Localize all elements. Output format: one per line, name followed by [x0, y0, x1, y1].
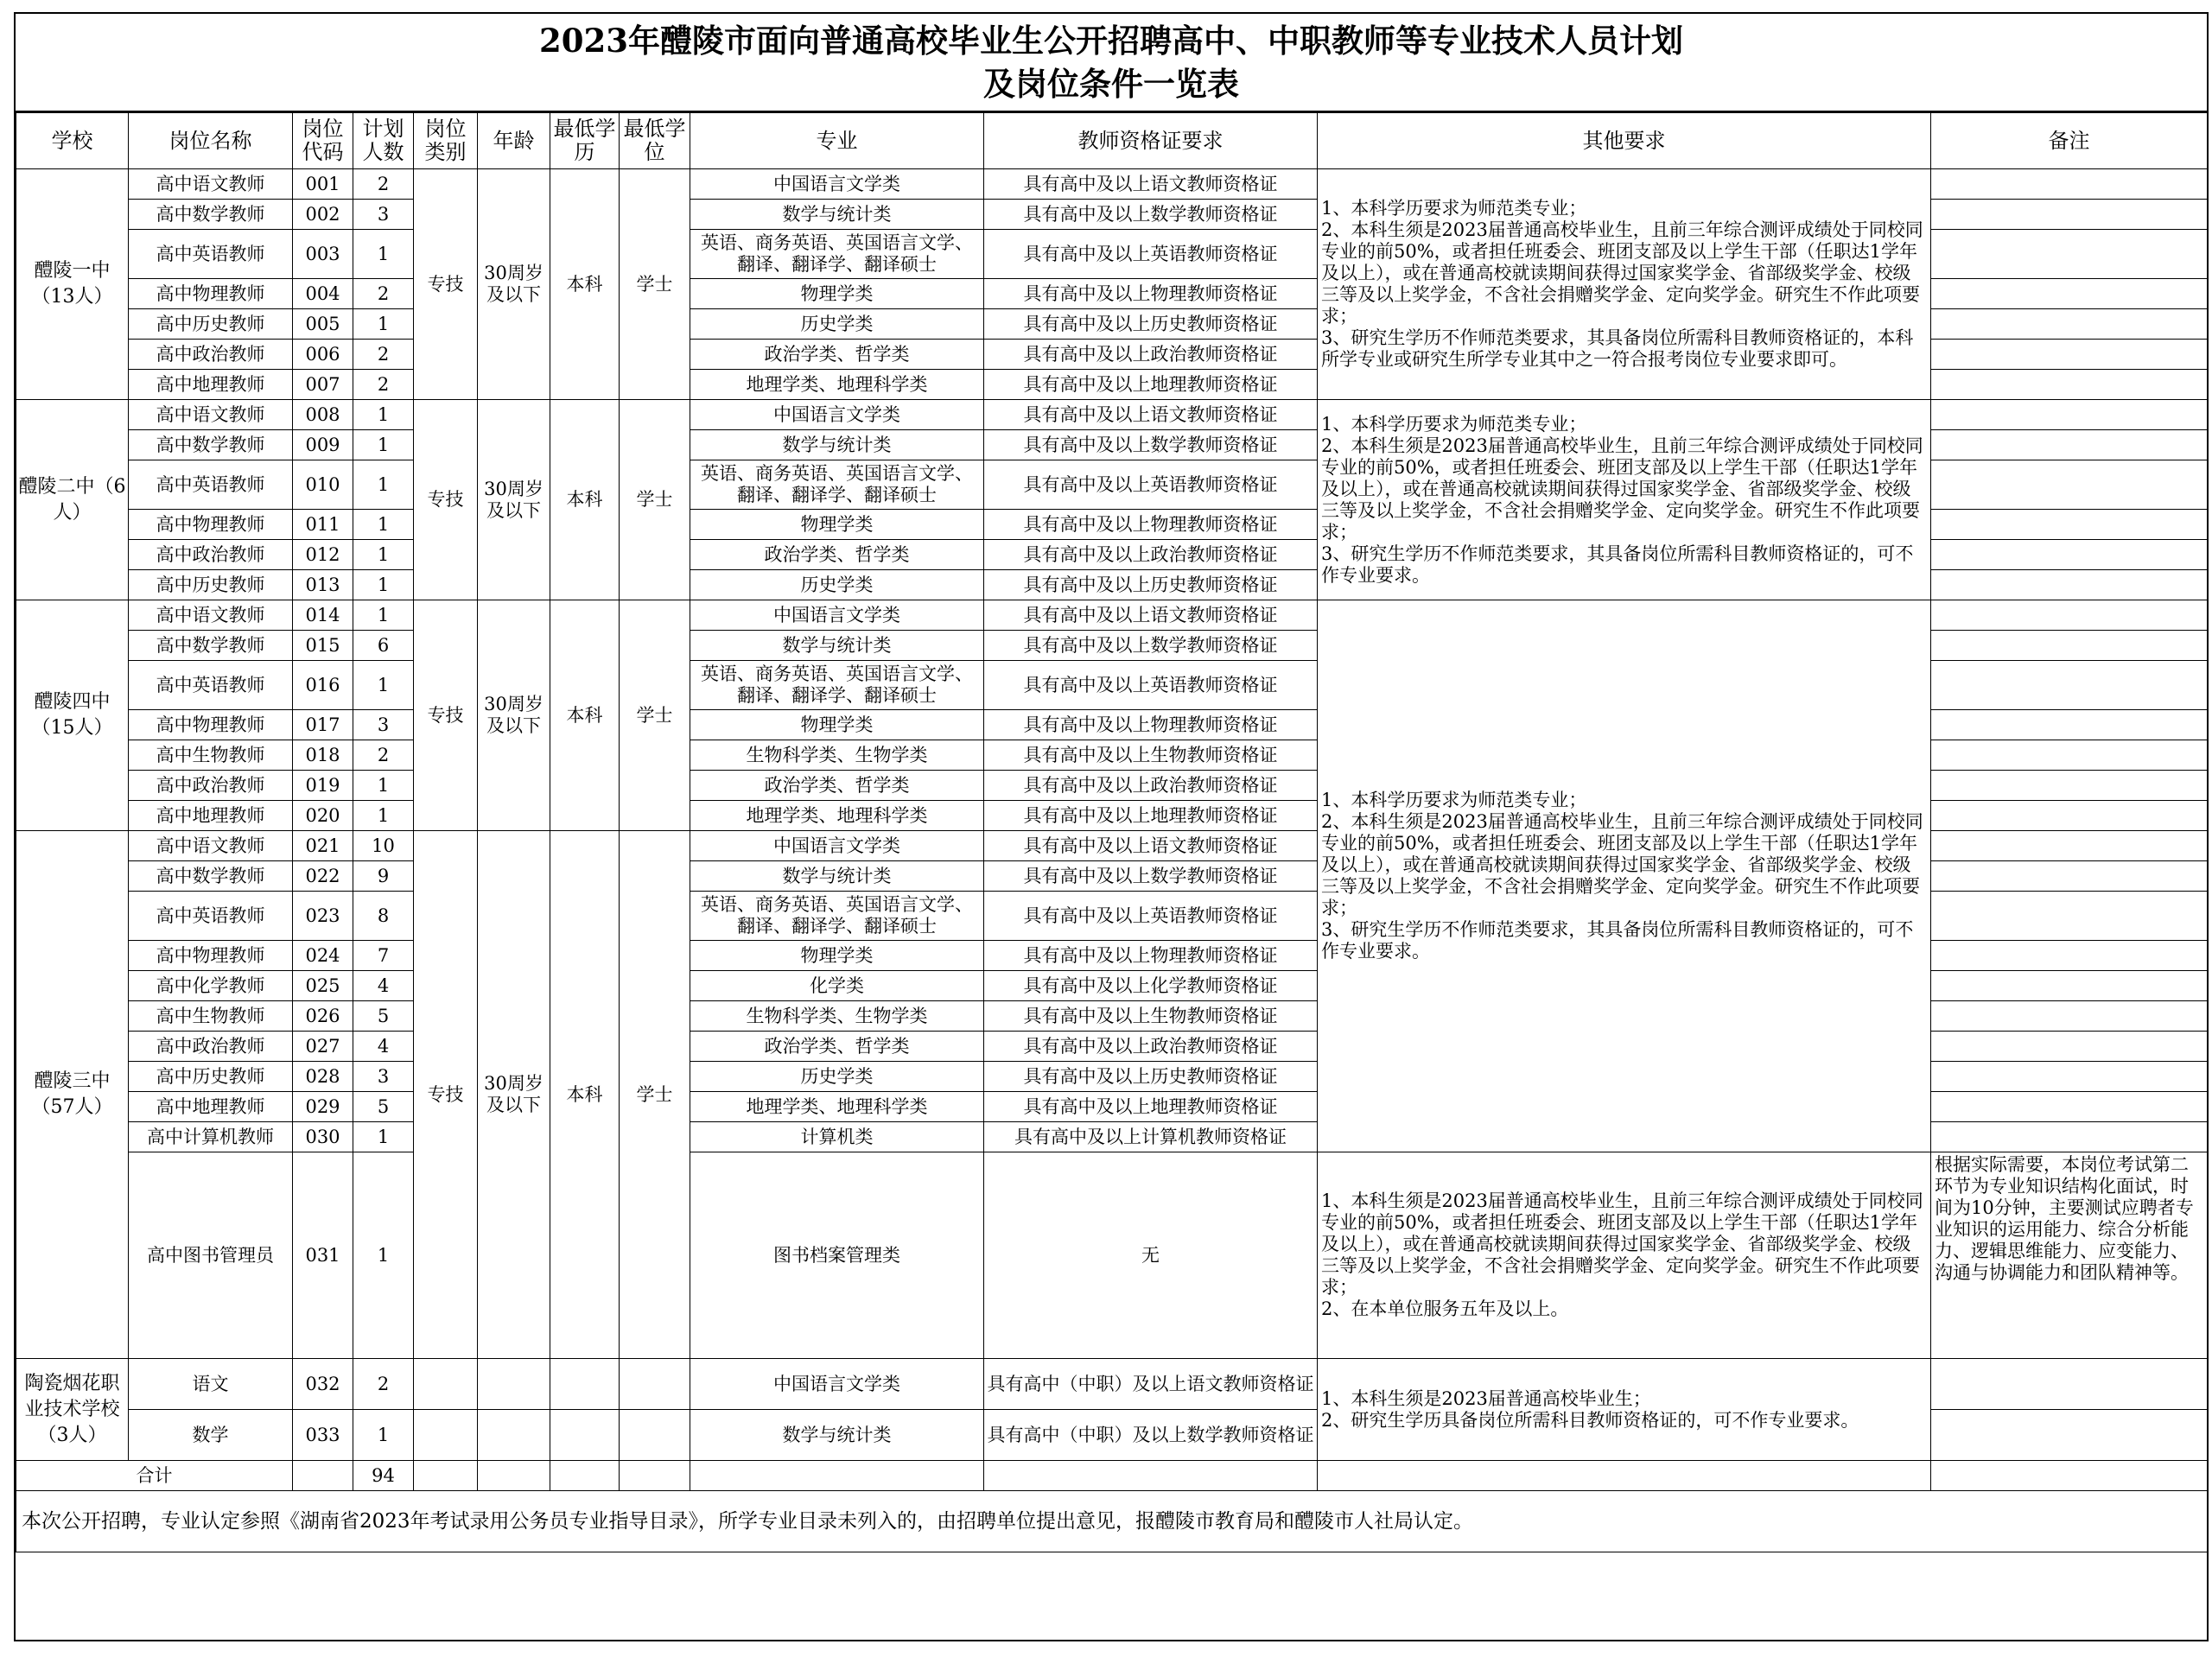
remark-cell — [1931, 570, 2208, 600]
plan-count-cell: 1 — [353, 570, 414, 600]
plan-count-cell: 2 — [353, 340, 414, 370]
post-code-cell: 025 — [293, 971, 353, 1001]
cert-cell: 具有高中及以上政治教师资格证 — [984, 540, 1318, 570]
title-line-1: 2023年醴陵市面向普通高校毕业生公开招聘高中、中职教师等专业技术人员计划 — [539, 22, 1683, 60]
post-name-cell: 高中地理教师 — [129, 370, 293, 400]
remark-cell — [1931, 1092, 2208, 1122]
age-cell: 30周岁及以下 — [478, 400, 550, 600]
plan-count-cell: 5 — [353, 1092, 414, 1122]
post-code-cell: 012 — [293, 540, 353, 570]
other-requirements-cell: 1、本科学历要求为师范类专业； 2、本科生须是2023届普通高校毕业生，且前三年综合测评成绩处于同校同专业的前50%，或者担任班委会、班团支部及以上学生干部（任职达1学年及以上），或在普通高校就读期间获得过国家奖学金、省部级奖学金、校级三等及以上奖学金，不含社会捐赠奖学金、定向奖学金。研究生不作此项要求； 3、研究生学历不作师范类要求，其具备岗位所需科目教师资格证的，可不作专业要求。 — [1318, 600, 1931, 1152]
major-cell: 英语、商务英语、英国语言文学、翻译、翻译学、翻译硕士 — [690, 230, 984, 279]
plan-count-cell: 3 — [353, 710, 414, 740]
plan-count-cell: 10 — [353, 831, 414, 861]
post-code-cell: 028 — [293, 1062, 353, 1092]
header-plan-count: 计划人数 — [353, 113, 414, 169]
post-type-cell: 专技 — [414, 831, 478, 1359]
cert-cell: 具有高中（中职）及以上语文教师资格证 — [984, 1359, 1318, 1410]
cert-cell: 具有高中及以上化学教师资格证 — [984, 971, 1318, 1001]
post-code-cell: 006 — [293, 340, 353, 370]
post-type-cell: 专技 — [414, 600, 478, 831]
remark-cell — [1931, 600, 2208, 631]
plan-count-cell: 7 — [353, 941, 414, 971]
positions-table — [16, 112, 2208, 1552]
major-cell: 数学与统计类 — [690, 631, 984, 661]
cert-cell: 具有高中（中职）及以上数学教师资格证 — [984, 1410, 1318, 1461]
header-major: 专业 — [690, 113, 984, 169]
min-degree-cell — [620, 1410, 690, 1461]
cert-cell: 具有高中及以上语文教师资格证 — [984, 831, 1318, 861]
age-cell: 30周岁及以下 — [478, 831, 550, 1359]
header-school: 学校 — [16, 113, 129, 169]
post-code-cell: 007 — [293, 370, 353, 400]
post-name-cell: 高中语文教师 — [129, 400, 293, 430]
post-code-cell: 004 — [293, 279, 353, 309]
plan-count-cell: 9 — [353, 861, 414, 892]
total-empty-cell — [620, 1461, 690, 1491]
table-row — [16, 1359, 2208, 1410]
post-name-cell: 高中英语教师 — [129, 460, 293, 510]
min-degree-cell: 学士 — [620, 169, 690, 400]
post-type-cell — [414, 1359, 478, 1410]
min-edu-cell — [550, 1359, 620, 1410]
post-code-cell: 024 — [293, 941, 353, 971]
post-code-cell: 015 — [293, 631, 353, 661]
plan-count-cell: 2 — [353, 1359, 414, 1410]
header-post-code: 岗位代码 — [293, 113, 353, 169]
post-code-cell: 021 — [293, 831, 353, 861]
post-code-cell: 031 — [293, 1152, 353, 1359]
cert-cell: 具有高中及以上地理教师资格证 — [984, 370, 1318, 400]
min-edu-cell: 本科 — [550, 169, 620, 400]
major-cell: 英语、商务英语、英国语言文学、翻译、翻译学、翻译硕士 — [690, 892, 984, 941]
major-cell: 地理学类、地理科学类 — [690, 1092, 984, 1122]
major-cell: 英语、商务英语、英国语言文学、翻译、翻译学、翻译硕士 — [690, 460, 984, 510]
major-cell: 数学与统计类 — [690, 861, 984, 892]
plan-count-cell: 1 — [353, 460, 414, 510]
plan-count-cell: 1 — [353, 230, 414, 279]
post-code-cell: 027 — [293, 1032, 353, 1062]
plan-count-cell: 1 — [353, 510, 414, 540]
school-cell: 醴陵三中（57人） — [16, 831, 129, 1359]
table-row — [16, 1152, 2208, 1359]
other-requirements-cell: 1、本科生须是2023届普通高校毕业生，且前三年综合测评成绩处于同校同专业的前50%，或者担任班委会、班团支部及以上学生干部（任职达1学年及以上），或在普通高校就读期间获得过国家奖学金、省部级奖学金、校级三等及以上奖学金，不含社会捐赠奖学金、定向奖学金。研究生不作此项要求； 2、在本单位服务五年及以上。 — [1318, 1152, 1931, 1359]
total-empty-cell — [690, 1461, 984, 1491]
post-code-cell: 020 — [293, 801, 353, 831]
header-min-degree: 最低学位 — [620, 113, 690, 169]
post-name-cell: 高中地理教师 — [129, 801, 293, 831]
post-code-cell: 016 — [293, 661, 353, 710]
major-cell: 数学与统计类 — [690, 1410, 984, 1461]
major-cell: 生物科学类、生物学类 — [690, 1001, 984, 1032]
school-cell: 醴陵二中（6人） — [16, 400, 129, 600]
post-name-cell: 高中政治教师 — [129, 771, 293, 801]
plan-count-cell: 3 — [353, 1062, 414, 1092]
school-cell: 醴陵四中（15人） — [16, 600, 129, 831]
post-name-cell: 高中化学教师 — [129, 971, 293, 1001]
remark-cell — [1931, 400, 2208, 430]
plan-count-cell: 2 — [353, 740, 414, 771]
remark-cell — [1931, 771, 2208, 801]
age-cell — [478, 1410, 550, 1461]
plan-count-cell: 1 — [353, 661, 414, 710]
cert-cell: 具有高中及以上政治教师资格证 — [984, 1032, 1318, 1062]
major-cell: 数学与统计类 — [690, 430, 984, 460]
cert-cell: 具有高中及以上语文教师资格证 — [984, 600, 1318, 631]
post-code-cell: 005 — [293, 309, 353, 340]
cert-cell: 具有高中及以上历史教师资格证 — [984, 570, 1318, 600]
remark-cell — [1931, 661, 2208, 710]
post-name-cell: 语文 — [129, 1359, 293, 1410]
remark-cell — [1931, 340, 2208, 370]
plan-count-cell: 4 — [353, 1032, 414, 1062]
recruitment-sheet — [14, 12, 2209, 1641]
table-row — [16, 169, 2208, 200]
post-name-cell: 数学 — [129, 1410, 293, 1461]
post-name-cell: 高中数学教师 — [129, 430, 293, 460]
post-name-cell: 高中语文教师 — [129, 831, 293, 861]
post-name-cell: 高中英语教师 — [129, 230, 293, 279]
remark-cell — [1931, 1122, 2208, 1152]
table-row — [16, 600, 2208, 631]
remark-cell — [1931, 631, 2208, 661]
header-other: 其他要求 — [1318, 113, 1931, 169]
remark-cell — [1931, 309, 2208, 340]
cert-cell: 具有高中及以上数学教师资格证 — [984, 631, 1318, 661]
total-row — [16, 1461, 2208, 1491]
post-code-cell: 011 — [293, 510, 353, 540]
remark-cell — [1931, 1032, 2208, 1062]
cert-cell: 具有高中及以上地理教师资格证 — [984, 801, 1318, 831]
post-code-cell: 029 — [293, 1092, 353, 1122]
remark-cell — [1931, 892, 2208, 941]
header-cert: 教师资格证要求 — [984, 113, 1318, 169]
cert-cell: 具有高中及以上历史教师资格证 — [984, 1062, 1318, 1092]
plan-count-cell: 2 — [353, 370, 414, 400]
post-code-cell: 033 — [293, 1410, 353, 1461]
post-name-cell: 高中英语教师 — [129, 661, 293, 710]
remark-cell — [1931, 710, 2208, 740]
post-code-cell: 001 — [293, 169, 353, 200]
major-cell: 数学与统计类 — [690, 200, 984, 230]
remark-cell — [1931, 801, 2208, 831]
post-code-cell: 014 — [293, 600, 353, 631]
post-name-cell: 高中生物教师 — [129, 1001, 293, 1032]
plan-count-cell: 1 — [353, 771, 414, 801]
post-name-cell: 高中数学教师 — [129, 200, 293, 230]
post-name-cell: 高中物理教师 — [129, 510, 293, 540]
post-code-cell: 023 — [293, 892, 353, 941]
plan-count-cell: 1 — [353, 600, 414, 631]
school-cell: 陶瓷烟花职业技术学校（3人） — [16, 1359, 129, 1461]
remark-cell — [1931, 200, 2208, 230]
remark-cell — [1931, 370, 2208, 400]
post-name-cell: 高中数学教师 — [129, 631, 293, 661]
post-code-cell: 019 — [293, 771, 353, 801]
cert-cell: 无 — [984, 1152, 1318, 1359]
post-name-cell: 高中英语教师 — [129, 892, 293, 941]
cert-cell: 具有高中及以上计算机教师资格证 — [984, 1122, 1318, 1152]
remark-cell — [1931, 430, 2208, 460]
major-cell: 化学类 — [690, 971, 984, 1001]
post-name-cell: 高中语文教师 — [129, 169, 293, 200]
remark-cell — [1931, 510, 2208, 540]
post-name-cell: 高中图书管理员 — [129, 1152, 293, 1359]
major-cell: 物理学类 — [690, 941, 984, 971]
remark-cell — [1931, 1410, 2208, 1461]
cert-cell: 具有高中及以上数学教师资格证 — [984, 200, 1318, 230]
major-cell: 历史学类 — [690, 309, 984, 340]
post-code-cell: 026 — [293, 1001, 353, 1032]
major-cell: 政治学类、哲学类 — [690, 1032, 984, 1062]
post-name-cell: 高中历史教师 — [129, 570, 293, 600]
post-code-cell: 003 — [293, 230, 353, 279]
post-name-cell: 高中计算机教师 — [129, 1122, 293, 1152]
post-name-cell: 高中语文教师 — [129, 600, 293, 631]
school-cell: 醴陵一中（13人） — [16, 169, 129, 400]
major-cell: 历史学类 — [690, 570, 984, 600]
cert-cell: 具有高中及以上物理教师资格证 — [984, 710, 1318, 740]
min-degree-cell: 学士 — [620, 600, 690, 831]
age-cell: 30周岁及以下 — [478, 600, 550, 831]
other-requirements-cell: 1、本科学历要求为师范类专业； 2、本科生须是2023届普通高校毕业生，且前三年综合测评成绩处于同校同专业的前50%，或者担任班委会、班团支部及以上学生干部（任职达1学年及以上），或在普通高校就读期间获得过国家奖学金、省部级奖学金、校级三等及以上奖学金，不含社会捐赠奖学金、定向奖学金。研究生不作此项要求； 3、研究生学历不作师范类要求，其具备岗位所需科目教师资格证的，可不作专业要求。 — [1318, 400, 1931, 600]
total-empty-cell — [478, 1461, 550, 1491]
post-type-cell: 专技 — [414, 400, 478, 600]
plan-count-cell: 3 — [353, 200, 414, 230]
remark-cell — [1931, 861, 2208, 892]
post-code-cell: 032 — [293, 1359, 353, 1410]
remark-cell — [1931, 740, 2208, 771]
table-header-row — [16, 113, 2208, 169]
major-cell: 政治学类、哲学类 — [690, 540, 984, 570]
plan-count-cell: 1 — [353, 1410, 414, 1461]
post-code-cell: 009 — [293, 430, 353, 460]
major-cell: 历史学类 — [690, 1062, 984, 1092]
min-degree-cell — [620, 1359, 690, 1410]
post-name-cell: 高中地理教师 — [129, 1092, 293, 1122]
min-edu-cell: 本科 — [550, 600, 620, 831]
post-code-cell: 022 — [293, 861, 353, 892]
major-cell: 中国语言文学类 — [690, 169, 984, 200]
major-cell: 地理学类、地理科学类 — [690, 801, 984, 831]
plan-count-cell: 1 — [353, 1122, 414, 1152]
total-count-cell: 94 — [353, 1461, 414, 1491]
remark-cell — [1931, 941, 2208, 971]
remark-cell — [1931, 971, 2208, 1001]
cert-cell: 具有高中及以上数学教师资格证 — [984, 861, 1318, 892]
post-name-cell: 高中数学教师 — [129, 861, 293, 892]
post-name-cell: 高中政治教师 — [129, 340, 293, 370]
post-code-cell: 018 — [293, 740, 353, 771]
major-cell: 政治学类、哲学类 — [690, 340, 984, 370]
min-degree-cell: 学士 — [620, 831, 690, 1359]
min-edu-cell: 本科 — [550, 831, 620, 1359]
title-line-2: 及岗位条件一览表 — [983, 65, 1239, 103]
remark-cell — [1931, 279, 2208, 309]
other-requirements-cell: 1、本科学历要求为师范类专业； 2、本科生须是2023届普通高校毕业生，且前三年综合测评成绩处于同校同专业的前50%，或者担任班委会、班团支部及以上学生干部（任职达1学年及以上），或在普通高校就读期间获得过国家奖学金、省部级奖学金、校级三等及以上奖学金，不含社会捐赠奖学金、定向奖学金。研究生不作此项要求； 3、研究生学历不作师范类要求，其具备岗位所需科目教师资格证的，本科所学专业或研究生所学专业其中之一符合报考岗位专业要求即可。 — [1318, 169, 1931, 400]
total-label-cell: 合计 — [16, 1461, 293, 1491]
total-code-cell — [293, 1461, 353, 1491]
plan-count-cell: 4 — [353, 971, 414, 1001]
post-name-cell: 高中政治教师 — [129, 540, 293, 570]
plan-count-cell: 1 — [353, 309, 414, 340]
major-cell: 中国语言文学类 — [690, 831, 984, 861]
major-cell: 英语、商务英语、英国语言文学、翻译、翻译学、翻译硕士 — [690, 661, 984, 710]
header-remark: 备注 — [1931, 113, 2208, 169]
age-cell — [478, 1359, 550, 1410]
plan-count-cell: 6 — [353, 631, 414, 661]
major-cell: 地理学类、地理科学类 — [690, 370, 984, 400]
remark-cell — [1931, 831, 2208, 861]
plan-count-cell: 1 — [353, 801, 414, 831]
cert-cell: 具有高中及以上生物教师资格证 — [984, 740, 1318, 771]
major-cell: 物理学类 — [690, 710, 984, 740]
major-cell: 计算机类 — [690, 1122, 984, 1152]
plan-count-cell: 2 — [353, 169, 414, 200]
min-degree-cell: 学士 — [620, 400, 690, 600]
plan-count-cell: 5 — [353, 1001, 414, 1032]
major-cell: 政治学类、哲学类 — [690, 771, 984, 801]
total-empty-cell — [414, 1461, 478, 1491]
cert-cell: 具有高中及以上地理教师资格证 — [984, 1092, 1318, 1122]
age-cell: 30周岁及以下 — [478, 169, 550, 400]
total-empty-cell — [1318, 1461, 1931, 1491]
post-code-cell: 013 — [293, 570, 353, 600]
header-age: 年龄 — [478, 113, 550, 169]
cert-cell: 具有高中及以上历史教师资格证 — [984, 309, 1318, 340]
cert-cell: 具有高中及以上英语教师资格证 — [984, 460, 1318, 510]
total-empty-cell — [550, 1461, 620, 1491]
other-requirements-cell: 1、本科生须是2023届普通高校毕业生； 2、研究生学历具备岗位所需科目教师资格证的，可不作专业要求。 — [1318, 1359, 1931, 1461]
post-code-cell: 030 — [293, 1122, 353, 1152]
cert-cell: 具有高中及以上英语教师资格证 — [984, 230, 1318, 279]
major-cell: 图书档案管理类 — [690, 1152, 984, 1359]
cert-cell: 具有高中及以上语文教师资格证 — [984, 400, 1318, 430]
document-title — [16, 14, 2207, 112]
post-name-cell: 高中历史教师 — [129, 1062, 293, 1092]
major-cell: 物理学类 — [690, 279, 984, 309]
post-code-cell: 008 — [293, 400, 353, 430]
cert-cell: 具有高中及以上政治教师资格证 — [984, 340, 1318, 370]
post-name-cell: 高中物理教师 — [129, 279, 293, 309]
post-name-cell: 高中物理教师 — [129, 941, 293, 971]
post-name-cell: 高中历史教师 — [129, 309, 293, 340]
major-cell: 中国语言文学类 — [690, 600, 984, 631]
major-cell: 生物科学类、生物学类 — [690, 740, 984, 771]
post-name-cell: 高中生物教师 — [129, 740, 293, 771]
remark-cell — [1931, 230, 2208, 279]
remark-cell: 根据实际需要，本岗位考试第二环节为专业知识结构化面试，时间为10分钟，主要测试应聘者专业知识的运用能力、综合分析能力、逻辑思维能力、应变能力、沟通与协调能力和团队精神等。 — [1931, 1152, 2208, 1359]
min-edu-cell — [550, 1410, 620, 1461]
table-body — [16, 169, 2208, 1552]
major-cell: 中国语言文学类 — [690, 1359, 984, 1410]
cert-cell: 具有高中及以上物理教师资格证 — [984, 510, 1318, 540]
plan-count-cell: 8 — [353, 892, 414, 941]
post-name-cell: 高中物理教师 — [129, 710, 293, 740]
post-name-cell: 高中政治教师 — [129, 1032, 293, 1062]
post-code-cell: 017 — [293, 710, 353, 740]
remark-cell — [1931, 540, 2208, 570]
header-post-type: 岗位类别 — [414, 113, 478, 169]
plan-count-cell: 2 — [353, 279, 414, 309]
cert-cell: 具有高中及以上生物教师资格证 — [984, 1001, 1318, 1032]
remark-cell — [1931, 1001, 2208, 1032]
plan-count-cell: 1 — [353, 1152, 414, 1359]
header-post-name: 岗位名称 — [129, 113, 293, 169]
cert-cell: 具有高中及以上物理教师资格证 — [984, 279, 1318, 309]
plan-count-cell: 1 — [353, 540, 414, 570]
post-type-cell — [414, 1410, 478, 1461]
post-type-cell: 专技 — [414, 169, 478, 400]
plan-count-cell: 1 — [353, 430, 414, 460]
footnote-row — [16, 1491, 2208, 1552]
major-cell: 物理学类 — [690, 510, 984, 540]
cert-cell: 具有高中及以上政治教师资格证 — [984, 771, 1318, 801]
footnote-cell: 本次公开招聘，专业认定参照《湖南省2023年考试录用公务员专业指导目录》，所学专业目录未列入的，由招聘单位提出意见，报醴陵市教育局和醴陵市人社局认定。 — [16, 1491, 2208, 1552]
post-code-cell: 002 — [293, 200, 353, 230]
cert-cell: 具有高中及以上数学教师资格证 — [984, 430, 1318, 460]
remark-cell — [1931, 169, 2208, 200]
remark-cell — [1931, 1062, 2208, 1092]
remark-cell — [1931, 460, 2208, 510]
min-edu-cell: 本科 — [550, 400, 620, 600]
plan-count-cell: 1 — [353, 400, 414, 430]
header-min-edu: 最低学历 — [550, 113, 620, 169]
cert-cell: 具有高中及以上英语教师资格证 — [984, 892, 1318, 941]
total-empty-cell — [984, 1461, 1318, 1491]
remark-cell — [1931, 1359, 2208, 1410]
total-empty-cell — [1931, 1461, 2208, 1491]
major-cell: 中国语言文学类 — [690, 400, 984, 430]
post-code-cell: 010 — [293, 460, 353, 510]
cert-cell: 具有高中及以上语文教师资格证 — [984, 169, 1318, 200]
cert-cell: 具有高中及以上英语教师资格证 — [984, 661, 1318, 710]
table-row — [16, 400, 2208, 430]
cert-cell: 具有高中及以上物理教师资格证 — [984, 941, 1318, 971]
